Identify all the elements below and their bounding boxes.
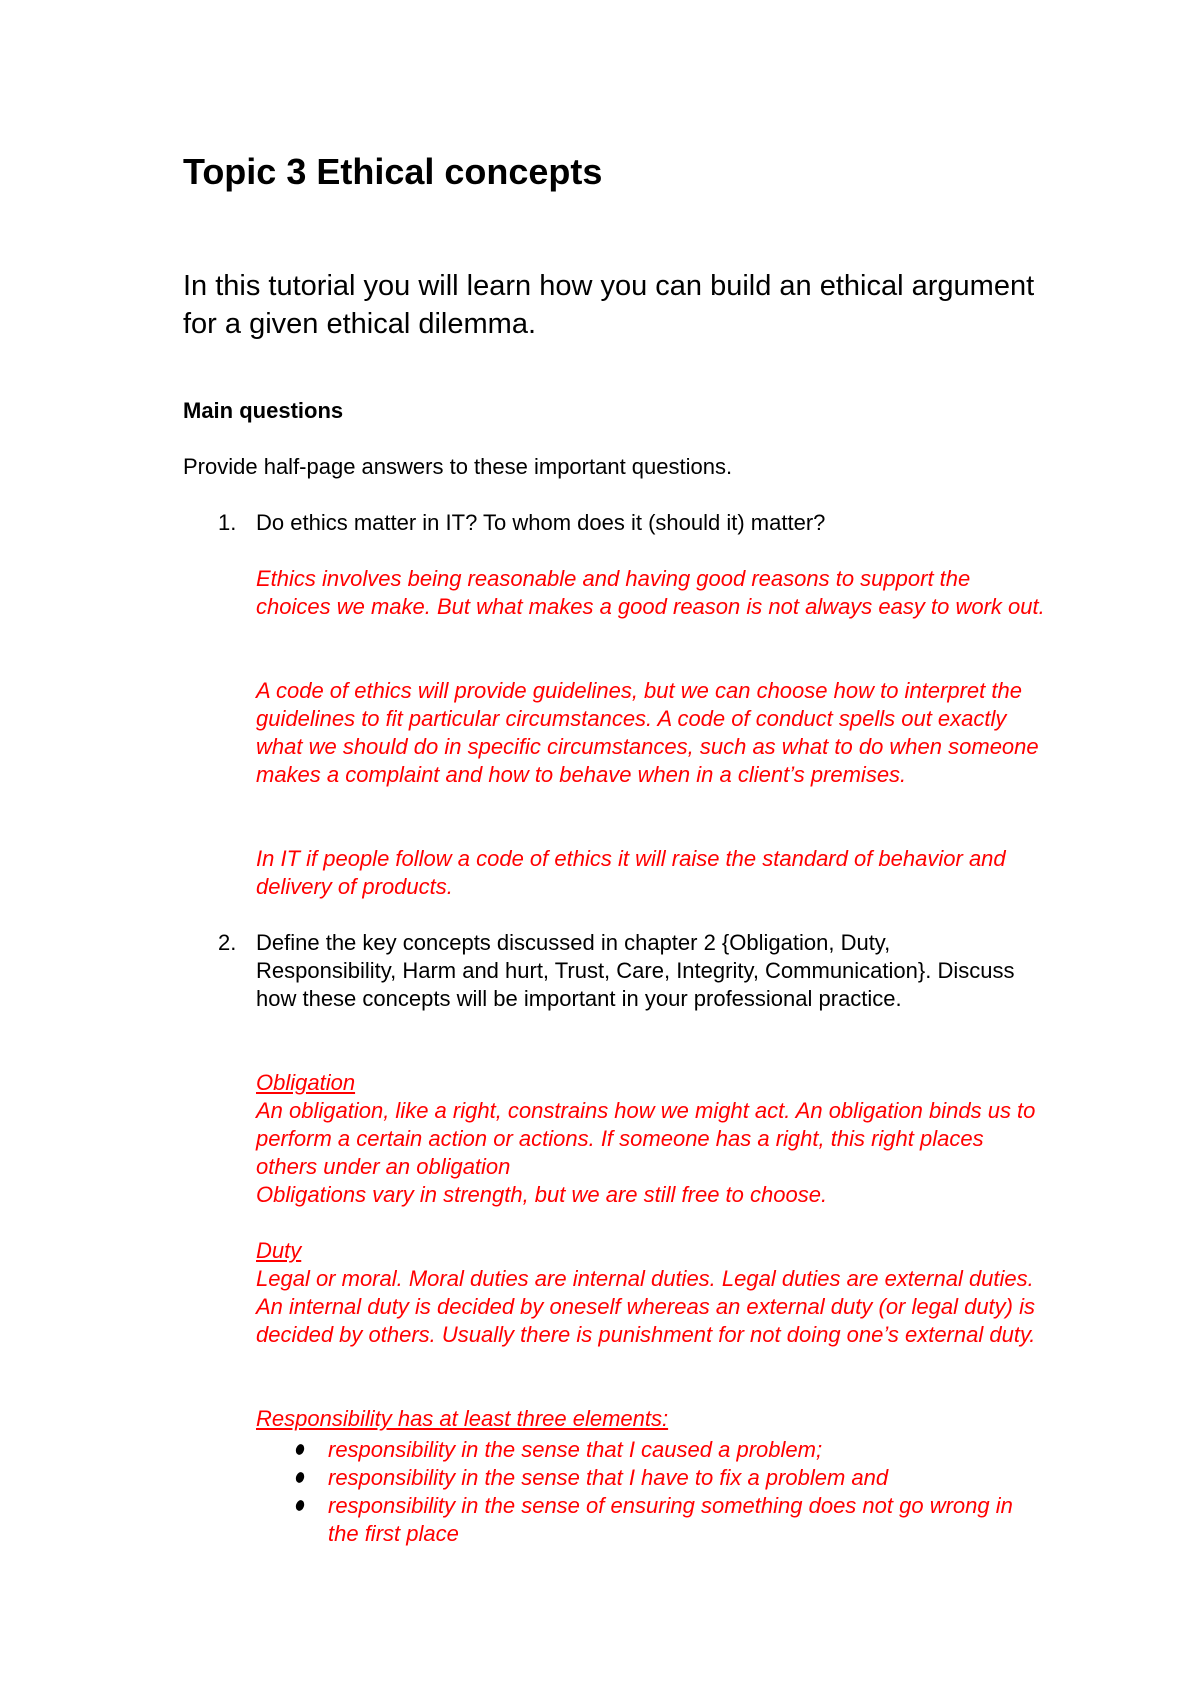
obligation-heading-text: Obligation bbox=[256, 1070, 356, 1095]
bullet-icon bbox=[294, 1499, 305, 1512]
question-2-number: 2. bbox=[218, 930, 237, 955]
list-item bbox=[256, 1436, 1046, 1464]
bullet-icon bbox=[294, 1443, 305, 1456]
responsibility-list bbox=[256, 1436, 1046, 1548]
obligation-body: An obligation, like a right, constrains how we might act. An obligation binds us to perform a certain action or actions. If someone has a right, this right places others under an obligation bbox=[256, 1098, 1036, 1179]
list-item-text: responsibility in the sense that I have to fix a problem and bbox=[328, 1465, 889, 1490]
instructions-text: Provide half-page answers to these important questions. bbox=[183, 454, 733, 479]
intro-paragraph: In this tutorial you will learn how you can build an ethical argument for a given ethical dilemma. bbox=[183, 270, 1035, 340]
question-1-text: Do ethics matter in IT? To whom does it (should it) matter? bbox=[256, 510, 826, 535]
q1-answer-paragraph-3: In IT if people follow a code of ethics it will raise the standard of behavior and delivery of products. bbox=[256, 846, 1006, 899]
responsibility-heading-text: Responsibility has at least three elements: bbox=[256, 1406, 669, 1431]
list-item bbox=[256, 1464, 1046, 1492]
page-title: Topic 3 Ethical concepts bbox=[183, 151, 603, 192]
duty-body: Legal or moral. Moral duties are internal duties. Legal duties are external duties. An internal duty is decided by oneself whereas an external duty (or legal duty) is decided by others. Usually there is punishment for not doing one’s external duty. bbox=[256, 1266, 1036, 1347]
list-item-text: responsibility in the sense that I caused a problem; bbox=[328, 1437, 823, 1462]
section-heading: Main questions bbox=[183, 398, 344, 423]
duty-heading bbox=[256, 1237, 1046, 1265]
obligation-heading bbox=[256, 1069, 1046, 1097]
bullet-icon bbox=[294, 1471, 305, 1484]
responsibility-heading bbox=[256, 1405, 1046, 1433]
list-item bbox=[256, 1492, 1046, 1548]
obligation-body-2: Obligations vary in strength, but we are still free to choose. bbox=[256, 1182, 828, 1207]
q1-answer-paragraph-1: Ethics involves being reasonable and having good reasons to support the choices we make. But what makes a good reason is not always easy to work out. bbox=[256, 566, 1045, 619]
question-1-number: 1. bbox=[218, 510, 237, 535]
q1-answer-paragraph-2: A code of ethics will provide guidelines, but we can choose how to interpret the guidelines to fit particular circumstances. A code of conduct spells out exactly what we should do in specific circumstances, such as what to do when someone makes a complaint and how to behave when in a client’s premises. bbox=[256, 678, 1039, 787]
question-2-text: Define the key concepts discussed in chapter 2 {Obligation, Duty, Responsibility, Harm and hurt, Trust, Care, Integrity, Communication}. Discuss how these concepts will be important in your professional practice. bbox=[256, 930, 1015, 1011]
duty-heading-text: Duty bbox=[256, 1238, 302, 1263]
list-item-text: responsibility in the sense of ensuring something does not go wrong in the first place bbox=[328, 1493, 1013, 1546]
